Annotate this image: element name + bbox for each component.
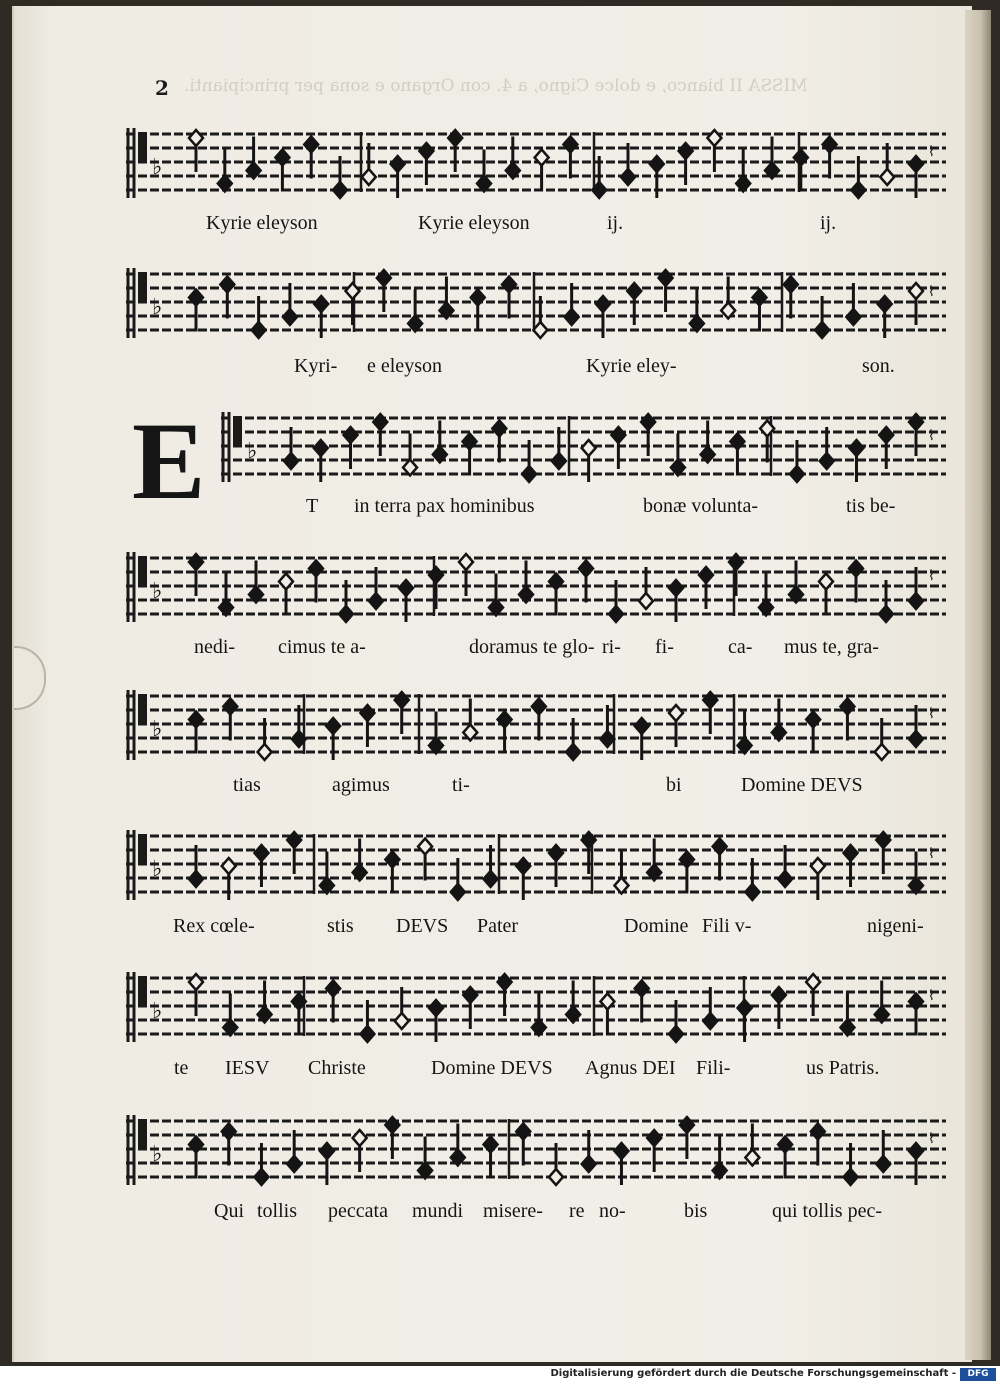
note: [840, 699, 854, 741]
note: [563, 137, 577, 179]
lyric-syllable: ij.: [607, 212, 624, 234]
note: [189, 712, 203, 754]
note: [249, 561, 263, 603]
note: [819, 574, 833, 616]
c-clef: [138, 556, 147, 586]
note: [502, 277, 516, 319]
note: [909, 283, 923, 325]
custos-mark: ⌇: [928, 284, 935, 300]
lyric-syllable: bonæ volunta-: [643, 495, 758, 517]
key-signature-flat: ♭: [152, 579, 163, 604]
note: [730, 434, 744, 476]
note: [823, 137, 837, 179]
c-clef: [138, 272, 147, 302]
note: [451, 1124, 465, 1166]
c-clef: [138, 1119, 147, 1149]
note: [477, 150, 491, 192]
music-staff: [126, 826, 956, 906]
custos-mark: ⌇: [928, 428, 935, 444]
lyric-syllable: Kyri-: [294, 355, 338, 377]
drop-cap-initial: E: [132, 400, 206, 522]
lyric-syllable: mundi: [412, 1200, 464, 1222]
note: [287, 832, 301, 874]
note: [840, 994, 854, 1036]
lyric-syllable: agimus: [332, 774, 390, 796]
note: [419, 143, 433, 185]
note: [516, 1124, 530, 1166]
music-staff: [126, 548, 956, 628]
lyric-syllable: mus te, gra-: [784, 636, 879, 658]
note: [641, 414, 655, 456]
lyric-syllable: e eleyson: [367, 355, 442, 377]
note: [879, 427, 893, 469]
c-clef: [138, 976, 147, 1006]
lyric-syllable: no-: [599, 1200, 626, 1222]
footer-bar: [0, 1366, 1000, 1385]
note: [403, 434, 417, 476]
note: [484, 1137, 498, 1179]
c-clef: [233, 416, 242, 446]
note: [806, 974, 820, 1016]
note: [909, 994, 923, 1036]
lyric-syllable: IESV: [225, 1057, 270, 1079]
note: [377, 270, 391, 312]
lyric-syllable: son.: [862, 355, 895, 377]
note: [385, 1117, 399, 1159]
note: [549, 845, 563, 887]
note: [433, 421, 447, 463]
music-staff: [126, 264, 956, 344]
lyric-syllable: Kyrie eleyson: [418, 212, 530, 234]
note: [439, 277, 453, 319]
note: [703, 692, 717, 734]
note: [772, 699, 786, 741]
note: [418, 1137, 432, 1179]
note: [279, 574, 293, 616]
lyric-syllable: Christe: [308, 1057, 366, 1079]
custos-mark: ⌇: [928, 144, 935, 160]
music-staff: [126, 686, 956, 766]
note: [611, 427, 625, 469]
note: [690, 290, 704, 332]
note: [506, 137, 520, 179]
note: [729, 554, 743, 596]
lyric-syllable: Kyrie eleyson: [206, 212, 318, 234]
note: [189, 130, 203, 172]
note: [519, 561, 533, 603]
note: [223, 994, 237, 1036]
note: [713, 1137, 727, 1179]
lyric-syllable: ri-: [602, 636, 621, 658]
lyric-syllable: Rex cœle-: [173, 915, 255, 937]
lyric-syllable: bis: [684, 1200, 708, 1222]
note: [471, 290, 485, 332]
note: [218, 150, 232, 192]
lyric-syllable: stis: [327, 915, 354, 937]
lyric-syllable: us Patris.: [806, 1057, 880, 1079]
note: [344, 427, 358, 469]
note: [701, 421, 715, 463]
lyric-syllable: Qui: [214, 1200, 244, 1222]
lyric-syllable: DEVS: [396, 915, 449, 937]
note: [304, 137, 318, 179]
note: [498, 712, 512, 754]
note: [659, 270, 673, 312]
lyric-syllable: qui tollis pec-: [772, 1200, 882, 1222]
key-signature-flat: ♭: [152, 1142, 163, 1167]
key-signature-flat: ♭: [152, 717, 163, 742]
note: [713, 839, 727, 881]
note: [647, 1130, 661, 1172]
note: [189, 974, 203, 1016]
page-number: 2: [155, 76, 169, 100]
note: [582, 832, 596, 874]
lyric-syllable: re: [569, 1200, 585, 1222]
lyric-syllable: Domine DEVS: [741, 774, 863, 796]
note: [844, 845, 858, 887]
note: [532, 699, 546, 741]
note: [579, 561, 593, 603]
note: [794, 150, 808, 192]
lyric-syllable: T: [306, 495, 319, 517]
note: [189, 290, 203, 332]
note: [680, 852, 694, 894]
lyric-syllable: Kyrie eley-: [586, 355, 677, 377]
lyric-syllable: in terra pax hominibus: [354, 495, 535, 517]
note: [189, 554, 203, 596]
lyric-syllable: Fili-: [696, 1057, 731, 1079]
note: [254, 845, 268, 887]
note: [326, 981, 340, 1023]
note: [535, 150, 549, 192]
note: [220, 277, 234, 319]
note: [429, 712, 443, 754]
note: [909, 414, 923, 456]
note: [647, 839, 661, 881]
page-edge: [965, 10, 991, 1360]
note: [247, 137, 261, 179]
custos-mark: ⌇: [928, 846, 935, 862]
note: [849, 561, 863, 603]
note: [258, 981, 272, 1023]
note: [395, 692, 409, 734]
note: [408, 290, 422, 332]
note: [498, 974, 512, 1016]
note: [844, 1143, 858, 1185]
note: [627, 283, 641, 325]
note: [418, 839, 432, 881]
note: [463, 987, 477, 1029]
music-staff: [221, 408, 956, 488]
lyric-syllable: nigeni-: [867, 915, 924, 937]
note: [320, 852, 334, 894]
footer-credit: Digitalisierung gefördert durch die Deutsche Forschungsgemeinschaft -: [550, 1368, 956, 1379]
note: [484, 845, 498, 887]
note: [736, 150, 750, 192]
key-signature-flat: ♭: [247, 439, 258, 464]
page-tab: [14, 646, 46, 710]
note: [353, 1130, 367, 1172]
note: [680, 1117, 694, 1159]
note: [811, 1124, 825, 1166]
note: [679, 143, 693, 185]
note: [459, 554, 473, 596]
note: [463, 699, 477, 741]
note: [275, 150, 289, 192]
dfg-logo: DFG: [960, 1368, 996, 1381]
note: [223, 699, 237, 741]
lyric-syllable: Pater: [477, 915, 519, 937]
lyric-syllable: tis be-: [846, 495, 896, 517]
c-clef: [138, 834, 147, 864]
note: [489, 574, 503, 616]
lyric-syllable: tias: [233, 774, 261, 796]
music-staff: [126, 124, 956, 204]
note: [745, 1124, 759, 1166]
note: [738, 712, 752, 754]
note: [789, 561, 803, 603]
lyric-syllable: Agnus DEI: [585, 1057, 676, 1079]
custos-mark: ⌇: [928, 568, 935, 584]
lyric-syllable: Fili v-: [702, 915, 752, 937]
note: [707, 130, 721, 172]
note: [614, 852, 628, 894]
note: [385, 852, 399, 894]
note: [566, 981, 580, 1023]
lyric-syllable: fi-: [655, 636, 674, 658]
custos-mark: ⌇: [928, 706, 935, 722]
note: [669, 705, 683, 747]
note: [448, 130, 462, 172]
lyric-syllable: ij.: [820, 212, 837, 234]
note: [360, 705, 374, 747]
note: [876, 832, 890, 874]
lyric-syllable: ca-: [728, 636, 753, 658]
note: [222, 1124, 236, 1166]
note: [765, 137, 779, 179]
lyric-syllable: Domine: [624, 915, 689, 937]
note: [600, 994, 614, 1036]
key-signature-flat: ♭: [152, 999, 163, 1024]
note: [721, 277, 735, 319]
note: [778, 1137, 792, 1179]
lyric-syllable: cimus te a-: [278, 636, 366, 658]
note: [752, 290, 766, 332]
running-title-show-through: MISSA II bianco, e dolce Cigno, a 4. con Organo e sona per principianti.: [184, 76, 808, 96]
custos-mark: ⌇: [928, 988, 935, 1004]
note: [189, 1137, 203, 1179]
music-staff: [126, 968, 956, 1048]
note: [909, 852, 923, 894]
note: [429, 567, 443, 609]
music-page: [12, 6, 972, 1362]
note: [784, 277, 798, 319]
c-clef: [138, 694, 147, 724]
lyric-syllable: bi: [666, 774, 682, 796]
note: [463, 434, 477, 476]
note: [346, 283, 360, 325]
music-staff: [126, 1111, 956, 1191]
note: [806, 712, 820, 754]
lyric-syllable: nedi-: [194, 636, 236, 658]
note: [373, 414, 387, 456]
note: [353, 839, 367, 881]
lyric-syllable: peccata: [328, 1200, 388, 1222]
note: [759, 574, 773, 616]
note: [699, 567, 713, 609]
lyric-syllable: Domine DEVS: [431, 1057, 553, 1079]
lyric-syllable: doramus te glo-: [469, 636, 595, 658]
lyric-syllable: tollis: [257, 1200, 298, 1222]
note: [671, 434, 685, 476]
note: [309, 561, 323, 603]
note: [532, 994, 546, 1036]
c-clef: [138, 132, 147, 162]
note: [549, 574, 563, 616]
note: [492, 421, 506, 463]
note: [875, 981, 889, 1023]
custos-mark: ⌇: [928, 1131, 935, 1147]
key-signature-flat: ♭: [152, 857, 163, 882]
lyric-syllable: misere-: [483, 1200, 543, 1222]
note: [219, 574, 233, 616]
lyric-syllable: ti-: [452, 774, 470, 796]
key-signature-flat: ♭: [152, 295, 163, 320]
key-signature-flat: ♭: [152, 155, 163, 180]
lyric-syllable: te: [174, 1057, 189, 1079]
note: [635, 981, 649, 1023]
note: [772, 987, 786, 1029]
